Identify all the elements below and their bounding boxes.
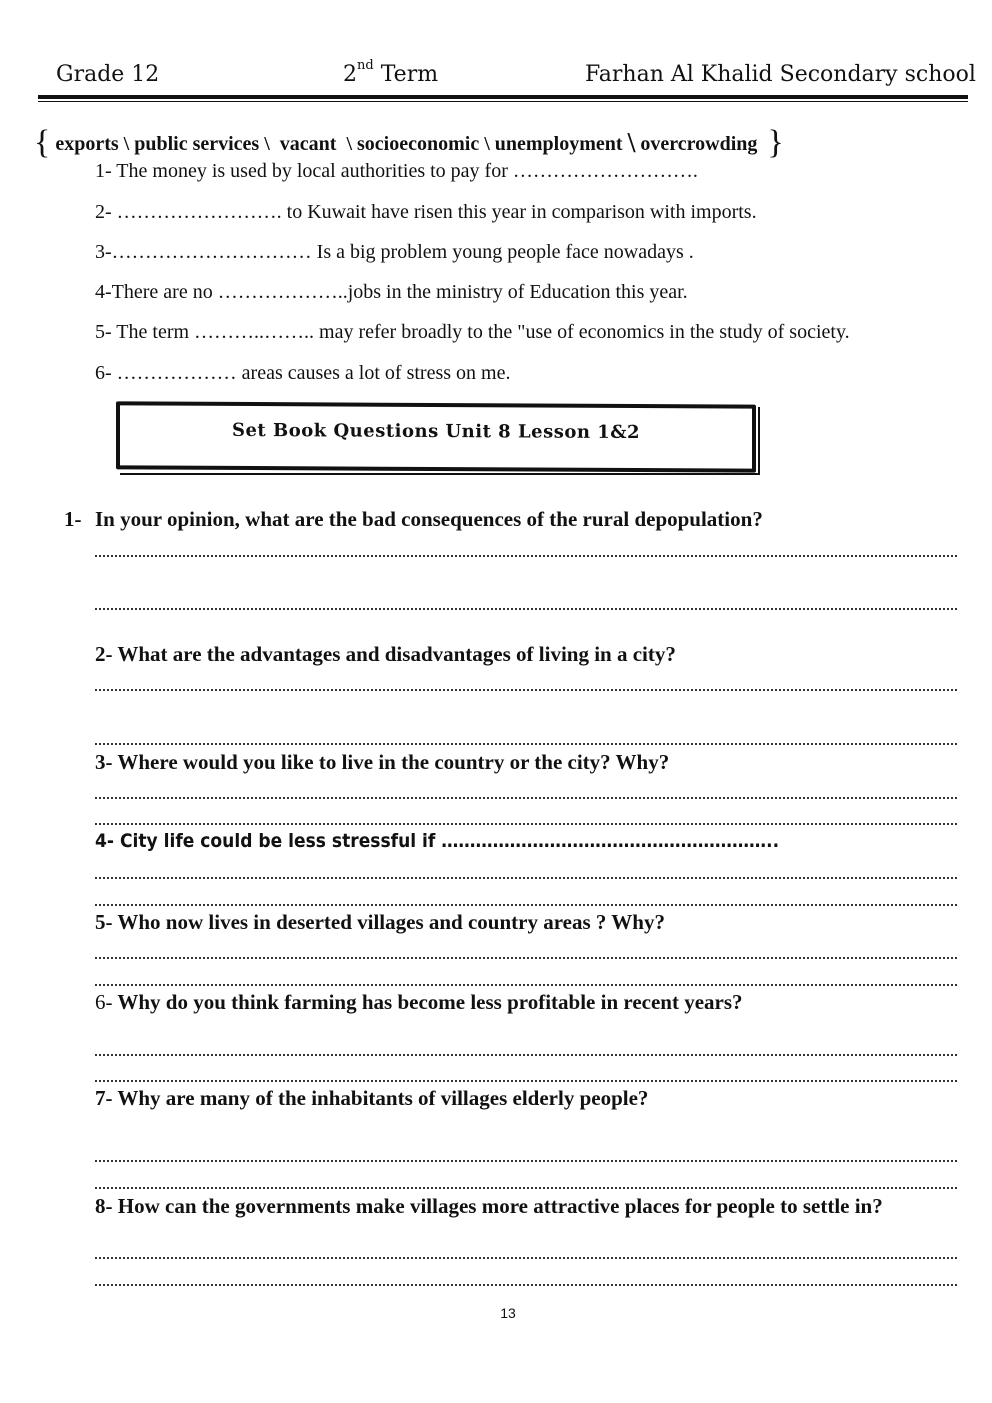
question-text: Why do you think farming has become less profitable in recent years? — [117, 990, 743, 1014]
question-number: 5- — [95, 910, 113, 934]
word-bank-word: unemployment — [494, 133, 623, 155]
question-text: City life could be less stressful if ………………………………………………….. — [119, 830, 780, 852]
question-text: Where would you like to live in the country or the city? Why? — [117, 750, 670, 774]
question-number: 2- — [95, 642, 113, 666]
word-bank-word: vacant — [279, 133, 337, 155]
word-bank-word: socioeconomic — [357, 133, 480, 155]
question-number: 6- — [95, 990, 113, 1014]
word-bank: { exports \ public services \ vacant \ socioeconomic \ unemployment \ overcrowding } — [34, 124, 784, 161]
answer-line[interactable] — [95, 1052, 957, 1056]
question — [95, 910, 665, 935]
question-text: In your opinion, what are the bad consequences of the rural depopulation? — [95, 507, 763, 531]
word-bank-close-brace: } — [767, 124, 784, 161]
set-book-title: Set Book Questions Unit 8 Lesson 1&2 — [231, 419, 641, 444]
fill-blank-item: 4-There are no ………………..jobs in the ministry of Education this year. — [95, 281, 688, 303]
question — [95, 1194, 883, 1219]
fill-blank-item: 2- ……………………. to Kuwait have risen this year in comparison with imports. — [95, 201, 757, 223]
set-book-box — [116, 401, 756, 472]
answer-line[interactable] — [95, 982, 957, 986]
question — [95, 642, 676, 667]
word-bank-open-brace: { — [34, 124, 51, 161]
word-bank-word: public services — [134, 133, 260, 155]
question-number: 7- — [95, 1086, 113, 1110]
question — [95, 830, 779, 852]
answer-line[interactable] — [95, 1078, 957, 1082]
term-word: Term — [380, 62, 439, 87]
fill-blank-item: 5- The term ………..…….. may refer broadly to the "use of economics in the study of society. — [95, 321, 850, 343]
answer-line[interactable] — [95, 606, 957, 610]
header-grade: Grade 12 — [56, 62, 160, 87]
term-number: 2 — [343, 62, 357, 87]
question-number: 8- — [95, 1194, 113, 1218]
answer-line[interactable] — [95, 821, 957, 825]
question-number: 4- — [95, 830, 114, 852]
fill-blank-item: 3-………………………… Is a big problem young people face nowadays . — [95, 241, 694, 263]
question-number: 3- — [95, 750, 113, 774]
question-text: What are the advantages and disadvantages of living in a city? — [117, 642, 676, 666]
question — [95, 750, 669, 775]
page-number: 13 — [500, 1305, 516, 1321]
header-school: Farhan Al Khalid Secondary school — [585, 62, 976, 87]
question-text: Who now lives in deserted villages and country areas ? Why? — [117, 910, 665, 934]
answer-line[interactable] — [95, 741, 957, 745]
answer-line[interactable] — [95, 795, 957, 799]
question — [95, 1086, 648, 1111]
answer-line[interactable] — [95, 1158, 957, 1162]
answer-line[interactable] — [95, 902, 957, 906]
answer-line[interactable] — [95, 1185, 957, 1189]
fill-blank-item: 1- The money is used by local authorities to pay for ………………………. — [95, 160, 698, 182]
header-term — [343, 58, 439, 87]
answer-line[interactable] — [95, 875, 957, 879]
question — [95, 990, 743, 1015]
answer-line[interactable] — [95, 1282, 957, 1286]
word-bank-word: overcrowding — [640, 133, 758, 155]
answer-line[interactable] — [95, 955, 957, 959]
question-text: Why are many of the inhabitants of villages elderly people? — [117, 1086, 649, 1110]
term-suffix: nd — [357, 58, 374, 73]
header-rule-thick — [38, 95, 968, 99]
answer-line[interactable] — [95, 687, 957, 691]
question-text: How can the governments make villages more attractive places for people to settle in? — [117, 1194, 883, 1218]
word-bank-word: exports — [55, 133, 119, 155]
question-number: 1- — [64, 507, 82, 531]
answer-line[interactable] — [95, 553, 957, 557]
fill-blank-item: 6- ……………… areas causes a lot of stress on me. — [95, 362, 511, 384]
answer-line[interactable] — [95, 1255, 957, 1259]
header-rule-thin — [38, 101, 968, 102]
